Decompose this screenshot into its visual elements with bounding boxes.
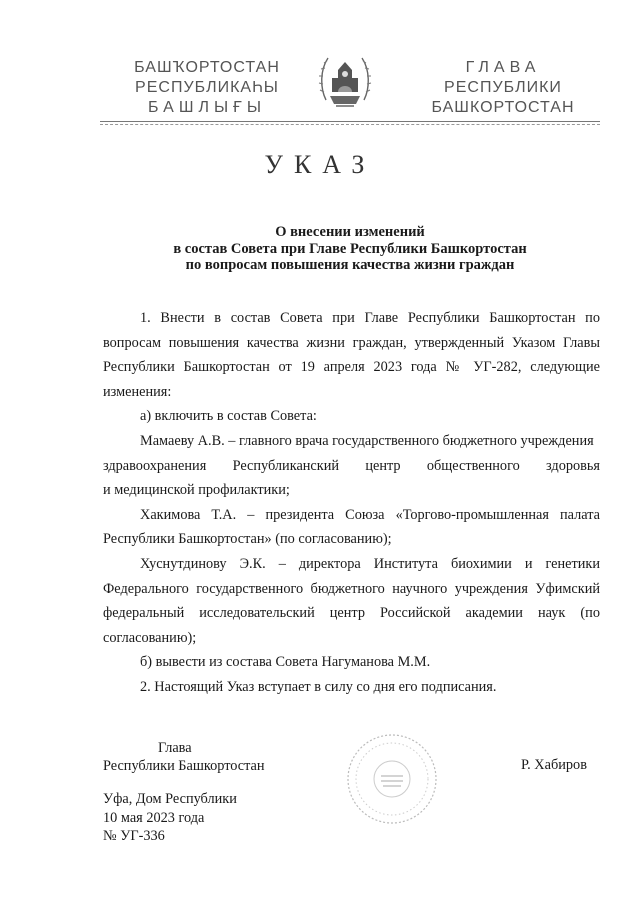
subject-line-1: О внесении изменений bbox=[275, 224, 425, 240]
subject-line-2: в состав Совета при Главе Республики Башкортостан bbox=[173, 240, 527, 257]
signatory-title-line-1: Глава bbox=[158, 740, 192, 756]
paragraph-6: б) вывести из состава Совета Нагуманова М.М. bbox=[140, 654, 431, 671]
issue-place: Уфа, Дом Республики bbox=[103, 791, 237, 807]
header-left-line-1: БАШҠОРТОСТАН bbox=[134, 59, 280, 76]
paragraph-2: а) включить в состав Совета: bbox=[140, 408, 317, 425]
paragraph-5: Хуснутдинову Э.К. – директора Института биохимии и генетики Федерального государственного бюджетного научного учреждения Уфимский федеральный исследовательский центр Российской академии наук (по согласованию); bbox=[103, 555, 600, 646]
signatory-title-line-2: Республики Башкортостан bbox=[103, 758, 265, 774]
decree-number: № УГ-336 bbox=[103, 828, 165, 844]
header-right-line-3: БАШКОРТОСТАН bbox=[431, 99, 575, 116]
paragraph-4: Хакимова Т.А. – президента Союза «Торгово-промышленная палата Республики Башкортостан» (по согласованию); bbox=[103, 506, 600, 548]
issue-details bbox=[103, 790, 237, 846]
signatory-title bbox=[103, 739, 265, 775]
subject-line-3: по вопросам повышения качества жизни граждан bbox=[185, 257, 515, 273]
paragraph-3-line-1: Мамаеву А.В. – главного врача государственного бюджетного учреждения bbox=[140, 432, 594, 449]
paragraph-3-line-3: и медицинской профилактики; bbox=[103, 482, 290, 499]
header-left bbox=[132, 58, 282, 118]
header-left-line-3: БАШЛЫҒЫ bbox=[148, 99, 266, 116]
header-right-line-2: РЕСПУБЛИКИ bbox=[444, 79, 562, 96]
header-right-line-1: ГЛАВА bbox=[465, 59, 541, 76]
signatory-name: Р. Хабиров bbox=[521, 757, 587, 773]
document-body bbox=[103, 306, 600, 700]
header-left-line-2: РЕСПУБЛИКАҺЫ bbox=[135, 79, 279, 96]
header-divider-bottom bbox=[100, 124, 600, 125]
document-subject bbox=[160, 224, 540, 274]
header-right bbox=[428, 58, 578, 118]
coat-of-arms-emblem bbox=[318, 48, 372, 114]
issue-date: 10 мая 2023 года bbox=[103, 809, 205, 826]
paragraph-7: 2. Настоящий Указ вступает в силу со дня его подписания. bbox=[140, 678, 497, 695]
header-divider-top bbox=[100, 121, 600, 122]
official-seal-stamp bbox=[343, 730, 441, 828]
paragraph-3-line-2: здравоохранения Республиканский центр общественного здоровья bbox=[103, 457, 600, 474]
paragraph-1: 1. Внести в состав Совета при Главе Республики Башкортостан по вопросам повышения качества жизни граждан, утвержденный Указом Главы Республики Башкортостан от 19 апреля 2023 года № УГ-282, следующие изменения: bbox=[103, 310, 600, 400]
document-title: УКАЗ bbox=[264, 150, 376, 179]
